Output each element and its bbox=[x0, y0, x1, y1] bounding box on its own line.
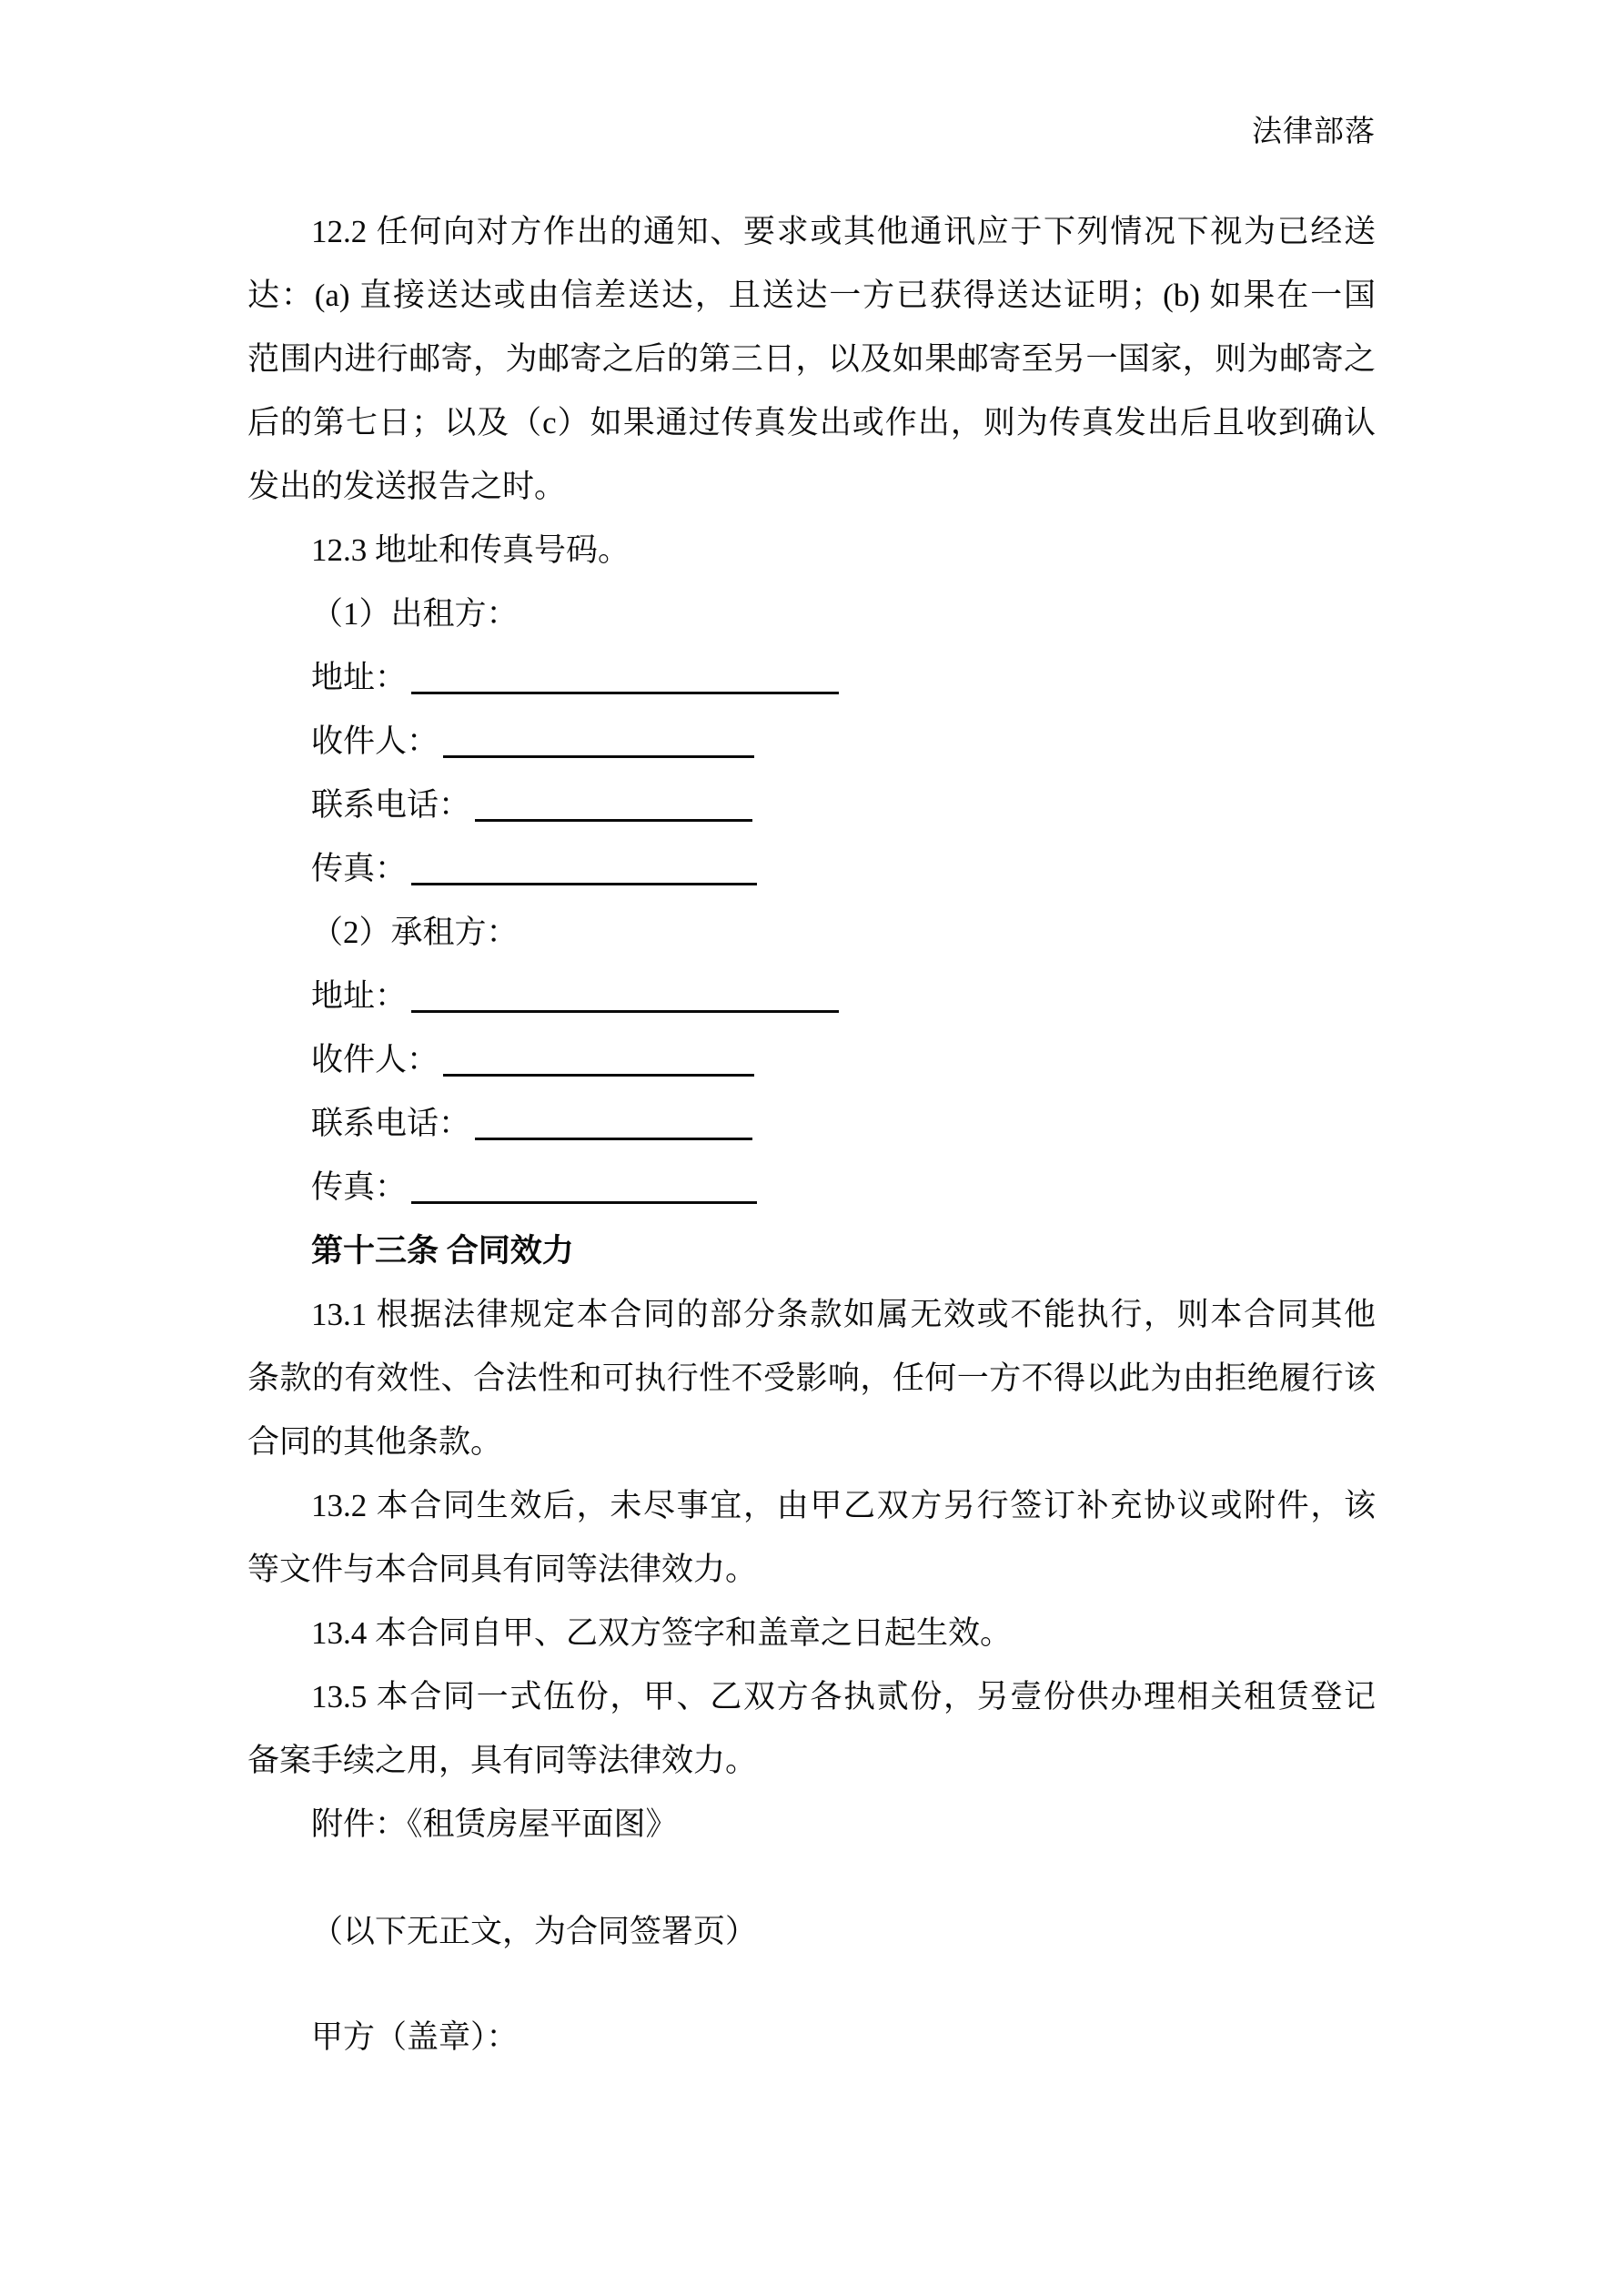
para-13-2 bbox=[247, 1474, 1376, 1602]
text-line: 合同的其他条款。 bbox=[247, 1424, 503, 1460]
text-line: 附件：《租赁房屋平面图》 bbox=[311, 1806, 678, 1842]
field-row bbox=[247, 965, 1376, 1028]
field-lessor-recipient bbox=[247, 710, 1376, 774]
heading-line: 第十三条 合同效力 bbox=[311, 1233, 574, 1269]
text-line: 13.2 本合同生效后，未尽事宜，由甲乙双方另行签订补充协议或附件，该 bbox=[311, 1488, 1376, 1523]
field-row bbox=[247, 1156, 1376, 1219]
blank-underline bbox=[411, 1201, 757, 1204]
para-13-4 bbox=[247, 1602, 1376, 1665]
para-13-1 bbox=[247, 1283, 1376, 1474]
field-lessee-recipient bbox=[247, 1028, 1376, 1092]
text-line: 后的第七日；以及（c）如果通过传真发出或作出，则为传真发出后且收到确认 bbox=[247, 405, 1376, 440]
field-label: 地址： bbox=[311, 660, 408, 695]
item-2-lessee bbox=[247, 901, 1376, 965]
field-label: 联系电话： bbox=[311, 1106, 471, 1141]
field-label: 联系电话： bbox=[311, 787, 471, 823]
field-row bbox=[247, 1092, 1376, 1156]
field-row bbox=[247, 710, 1376, 774]
field-row bbox=[247, 646, 1376, 710]
field-row bbox=[247, 774, 1376, 837]
para-no-more-text bbox=[247, 1900, 1376, 1964]
text-line: 甲方（盖章）： bbox=[311, 2019, 519, 2055]
blank-underline bbox=[443, 1074, 754, 1077]
text-line: 条款的有效性、合法性和可执行性不受影响，任何一方不得以此为由拒绝履行该 bbox=[247, 1360, 1376, 1396]
text-line: 13.4 本合同自甲、乙双方签字和盖章之日起生效。 bbox=[311, 1615, 1013, 1651]
item-1-lessor bbox=[247, 582, 1376, 646]
field-row bbox=[247, 1028, 1376, 1092]
para-13-5 bbox=[247, 1665, 1376, 1793]
para-12-2 bbox=[247, 200, 1376, 519]
heading-article-13 bbox=[247, 1219, 1376, 1283]
text-line: 12.2 任何向对方作出的通知、要求或其他通讯应于下列情况下视为已经送 bbox=[311, 214, 1376, 249]
blank-underline bbox=[443, 755, 754, 758]
brand-watermark: 法律部落 bbox=[1252, 114, 1376, 147]
field-lessor-phone bbox=[247, 774, 1376, 837]
text-line: 范围内进行邮寄，为邮寄之后的第三日，以及如果邮寄至另一国家，则为邮寄之 bbox=[247, 341, 1376, 377]
field-lessee-address bbox=[247, 965, 1376, 1028]
field-lessee-phone bbox=[247, 1092, 1376, 1156]
para-12-3 bbox=[247, 519, 1376, 582]
text-line: 13.5 本合同一式伍份，甲、乙双方各执贰份，另壹份供办理相关租赁登记 bbox=[311, 1679, 1376, 1714]
field-label: 地址： bbox=[311, 978, 408, 1014]
field-label: 传真： bbox=[311, 851, 408, 886]
field-lessee-fax bbox=[247, 1156, 1376, 1219]
field-label: 传真： bbox=[311, 1169, 408, 1205]
field-label: 收件人： bbox=[311, 723, 439, 759]
field-row bbox=[247, 837, 1376, 901]
para-attachment bbox=[247, 1793, 1376, 1856]
text-line: 等文件与本合同具有同等法律效力。 bbox=[247, 1552, 758, 1587]
blank-underline bbox=[475, 819, 752, 822]
blank-underline bbox=[411, 1010, 839, 1013]
blank-underline bbox=[475, 1138, 752, 1140]
text-line: （以下无正文，为合同签署页） bbox=[311, 1914, 758, 1949]
document-body bbox=[247, 200, 1376, 2069]
field-lessor-address bbox=[247, 646, 1376, 710]
para-party-a-seal bbox=[247, 2006, 1376, 2069]
blank-underline bbox=[411, 883, 757, 885]
text-line: 12.3 地址和传真号码。 bbox=[311, 532, 630, 568]
text-line: （2）承租方： bbox=[311, 915, 519, 950]
text-line: 达：(a) 直接送达或由信差送达，且送达一方已获得送达证明；(b) 如果在一国 bbox=[247, 278, 1376, 313]
field-lessor-fax bbox=[247, 837, 1376, 901]
text-line: （1）出租方： bbox=[311, 596, 519, 632]
text-line: 发出的发送报告之时。 bbox=[247, 469, 567, 504]
text-line: 13.1 根据法律规定本合同的部分条款如属无效或不能执行，则本合同其他 bbox=[311, 1297, 1376, 1332]
blank-underline bbox=[411, 692, 839, 694]
field-label: 收件人： bbox=[311, 1042, 439, 1077]
text-line: 备案手续之用，具有同等法律效力。 bbox=[247, 1743, 758, 1778]
